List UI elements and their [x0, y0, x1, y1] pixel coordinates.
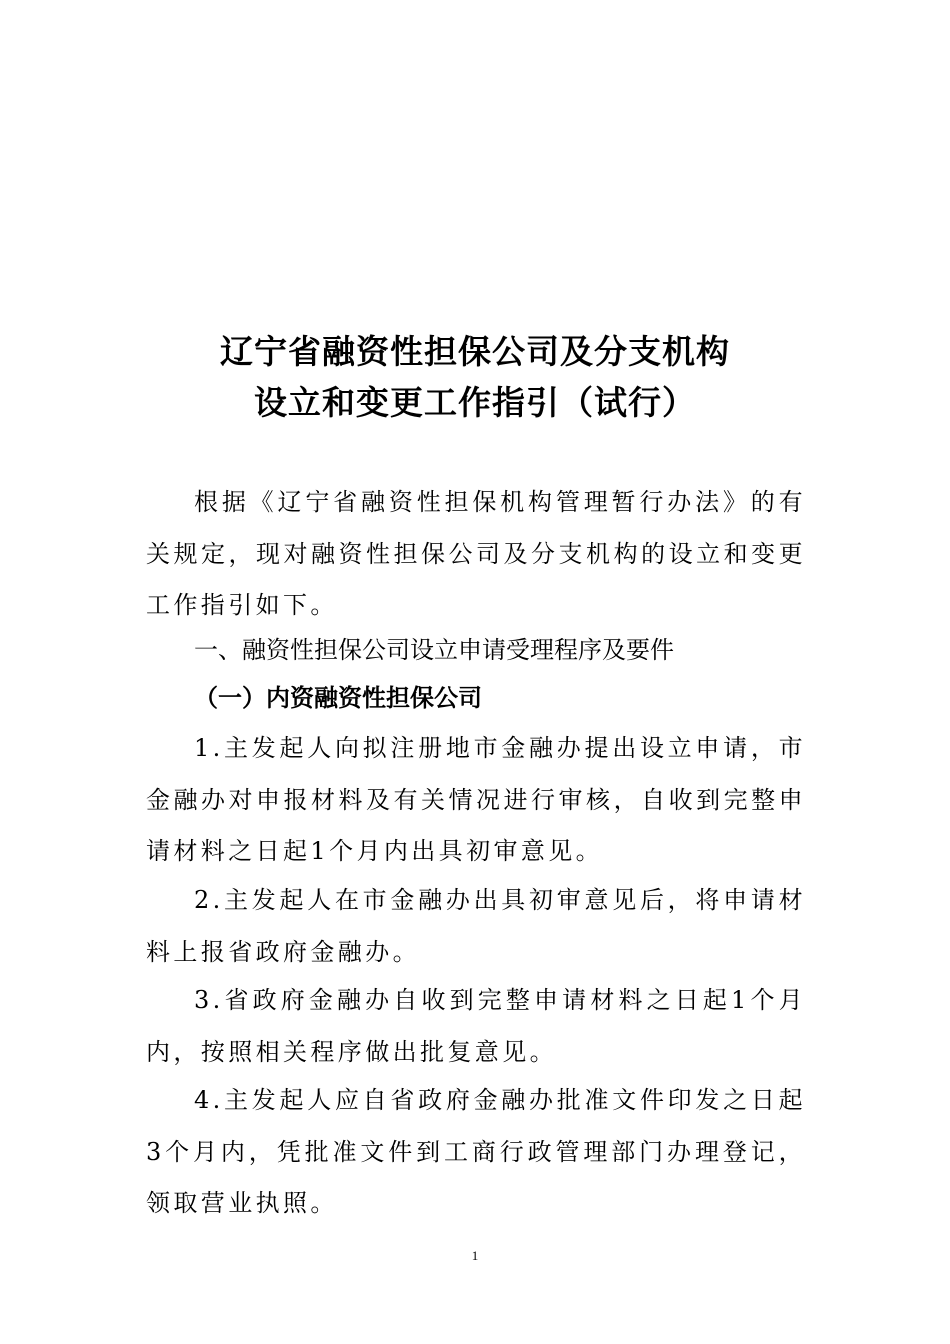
list-item-4: 4.主发起人应自省政府金融办批准文件印发之日起3个月内，凭批准文件到工商行政管理部门办理登记，领取营业执照。	[146, 1086, 806, 1217]
list-item-2: 2.主发起人在市金融办出具初审意见后，将申请材料上报省政府金融办。	[146, 886, 806, 966]
list-item-3: 3.省政府金融办自收到完整申请材料之日起1个月内，按照相关程序做出批复意见。	[146, 986, 806, 1066]
document-title-line1: 辽宁省融资性担保公司及分支机构	[220, 332, 730, 371]
subsection-heading: （一）内资融资性担保公司	[194, 684, 482, 712]
document-title-line2: 设立和变更工作指引（试行）	[254, 383, 696, 422]
intro-paragraph: 根据《辽宁省融资性担保机构管理暂行办法》的有关规定，现对融资性担保公司及分支机构的设立和变更工作指引如下。	[146, 488, 806, 619]
section-heading: 一、融资性担保公司设立申请受理程序及要件	[194, 636, 674, 664]
list-item-1: 1.主发起人向拟注册地市金融办提出设立申请，市金融办对申报材料及有关情况进行审核，自收到完整申请材料之日起1个月内出具初审意见。	[146, 734, 806, 865]
page-number: 1	[471, 1248, 479, 1263]
